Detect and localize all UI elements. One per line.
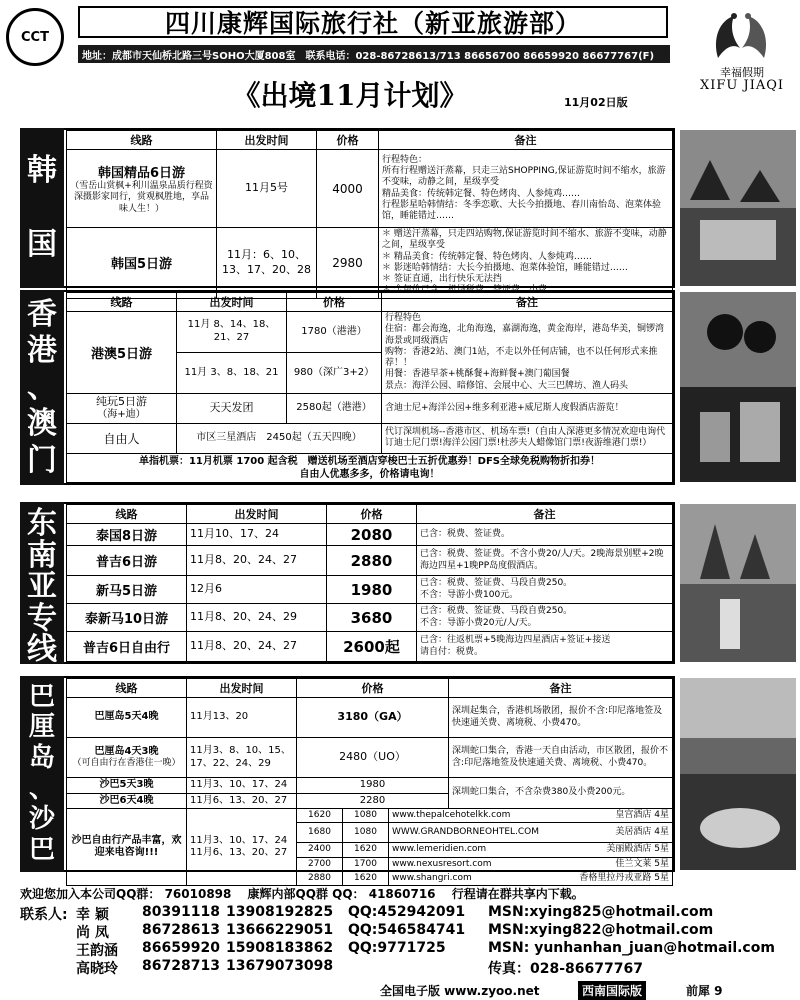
hk-extra-line1: 单指机票：11月机票 1700 起含税 赠送机场至酒店穿梭巴士五折优惠券！DFS全球免税购物折扣券！ xyxy=(138,455,601,467)
table-row: 普吉6日游 11月8、20、24、27 2880 已含：税费、签证费。不含小费20/人/天。2晚海景别墅+2晚海边四星+1晚PP岛度假酒店。 xyxy=(67,546,673,576)
hk-extra-line2: 自由人优惠多多，价格请电询！ xyxy=(299,468,440,480)
brand-en: XIFU JIAQI xyxy=(699,78,785,93)
korea-sidebar: 韩 国 xyxy=(20,128,64,288)
bali-photo xyxy=(680,678,796,870)
plan-title: 《出境11月计划》 xyxy=(232,79,468,112)
footer-page: 前犀 9 xyxy=(686,984,723,998)
price: 4000 xyxy=(317,150,379,228)
route-name: 韩国精品6日游 xyxy=(97,166,186,182)
route-name: 自由人 xyxy=(67,423,177,453)
depart-date: 天天发团 xyxy=(177,393,287,423)
cct-logo: CCT xyxy=(6,8,64,66)
route-name: 韩国5日游 xyxy=(67,228,217,299)
sabah-free-route: 沙巴自由行产品丰富，欢迎来电咨询!!! xyxy=(67,809,187,886)
hk-photo xyxy=(680,292,796,482)
price: 2580起（港港） xyxy=(287,393,382,423)
hotel-row: 沙巴自由行产品丰富，欢迎来电咨询!!! 11月3、10、17、24 11月6、13、20、27 1620 1080 www.thepalcehotelkk.com 皇宫酒店 4星 xyxy=(67,809,673,823)
sabah-note: 深圳蛇口集合，不含杂费380及小费200元。 xyxy=(449,778,673,809)
sea-photo xyxy=(680,504,796,662)
hotel-row: 2400 1620 www.lemeridien.com 美丽殿酒店 5星 xyxy=(67,843,673,857)
price: 1780（港港） xyxy=(287,312,382,353)
agency-address: 地址：成都市天仙桥北路三号SOHO大厦808室 联系电话：028-86728613/713 86656700 86659920 86677767(F) xyxy=(78,45,670,63)
route-sub: （海+迪） xyxy=(97,409,146,421)
hk-sidebar: 香 港 、 澳 门 xyxy=(20,290,64,485)
contact-row: 联系人: 幸 颖 80391118 13908192825 QQ:452942091 MSN:xying825@hotmail.com xyxy=(20,904,714,923)
date-price: 市区三星酒店 2450起（五天四晚） xyxy=(177,423,382,453)
table-row xyxy=(67,312,673,353)
footer-site: 全国电子版 www.zyoo.net xyxy=(380,984,540,998)
table-row xyxy=(67,228,673,299)
depart-date: 11月 8、14、18、21、27 xyxy=(177,312,287,353)
footer-badge: 西南国际版 xyxy=(578,981,646,1000)
contacts xyxy=(20,904,800,976)
route-sub: （雪岳山赏枫+利川温泉品质行程资深摄影家同行，赏观枫胜地，享品味人生！） xyxy=(70,181,213,214)
bali-sabah-section: 巴 厘 岛 、 沙 巴 线路 出发时间 价格 备注 巴厘岛5天4晚 11月13、20 3180（GA） 深圳起集合，香港机场散团，报价不含:印尼落地签及快速通关费、离境税、小费470。 巴厘岛4天3晚 （可自由行在香港住一晚） 11月3、8、10、15、17、22、24、29 2480（UO） 深圳蛇口集合，香港一天自由活动，市区散团，报价不含:印尼落地签及快速通关费、离境税、小费470。 沙巴5天3晚 11月3、10、17、24 1980 深圳蛇口集合，不含杂费380及小费200元。 沙巴6天4晚 11月6、13、20、27 2280 沙巴自由行产品丰富，欢迎来电咨询!!! 11月3、10、17、24 11月6、13、20、27 1620 1080 www.thepalcehotelkk.com 皇宫酒店 4星 1680 1080 WWW.GRANDBORNEOHTEL.COM 美居酒店 4星 2400 1620 www.lemeridien.com 美丽殿酒店 5星 2700 1700 www.nexusresort.com 佳兰文莱 5星 2880 1620 www.shangri.com 香格里拉丹戎亚路 5星 xyxy=(20,676,675,872)
table-row xyxy=(67,150,673,228)
table-row xyxy=(67,453,673,482)
table-row: 泰新马10日游 11月8、20、24、29 3680 已含：税费、签证费、马段自费250。 不含：导游小费20元/人/天。 xyxy=(67,604,673,632)
contact-row: 尚 凤 86728613 13666229051 QQ:546584741 MSN:xying822@hotmail.com xyxy=(76,922,714,941)
price: 2980 xyxy=(317,228,379,299)
hotel-row: 2700 1700 www.nexusresort.com 佳兰文莱 5星 xyxy=(67,857,673,871)
hotel-row: 1680 1080 WWW.GRANDBORNEOHTEL.COM 美居酒店 4星 xyxy=(67,823,673,843)
southeast-asia-section: 东 南 亚 专 线 线路 出发时间 价格 备注 泰国8日游 11月10、17、24 2080 已含：税费、签证费。 普吉6日游 11月8、20、24、27 2880 已含：税费、签证费。不含小费20/人/天。2晚海景别墅+2晚海边四星+1晚PP岛度假酒店。 新马5日游 12月6 1980 已含：税费、签证费、马段自费250。 不含：导游小费100元。 泰新马10日游 11月8、20、24、29 3680 已含：税费、签证费、马段自费250。 不含：导游小费20元/人/天。 普吉6日自由行 11月8、20、24、27 2600起 已含：往返机票+5晚海边四星酒店+签证+接送 请自付：税费。 xyxy=(20,502,675,664)
col-note: 备注 xyxy=(379,131,673,150)
swan-icon xyxy=(710,8,772,66)
route-name: 纯玩5日游 xyxy=(96,394,147,408)
page-footer xyxy=(0,982,800,1000)
contact-row: 高晓玲 86728713 13679073098 传真：028-86677767 xyxy=(76,958,643,977)
qq-group-line: 欢迎您加入本公司QQ群： 76010898 康辉内部QQ群 QQ： 41860716 行程请在群共享内下载。 xyxy=(20,887,584,901)
note: 含迪士尼+海洋公园+维多利亚港+威尼斯人度假酒店游览！ xyxy=(382,393,673,423)
route-name: 港澳5日游 xyxy=(67,312,177,394)
table-row: 沙巴6天4晚 11月6、13、20、27 2280 xyxy=(67,793,673,809)
xifu-jiaqi-logo xyxy=(688,4,796,93)
depart-date: 11月：6、10、13、17、20、28 xyxy=(217,228,317,299)
brand-cn: 幸福假期 xyxy=(720,66,764,79)
col-price: 价格 xyxy=(317,131,379,150)
note: ＊ 赠送汗蒸幕，只走四站购物,保证游览时间不缩水、旅游不变味，动静之间，星级享受 ＊ 精品美食：传统韩定餐、特色烤肉、人参炖鸡…… ＊ 影迷哈韩情结：大长今拍摄地、泡菜体验馆，睡能错过…… ＊ 签证直通，出行快乐无法挡 ＊ 全包价已含：机场税费、签证费、小费。 xyxy=(379,228,673,299)
table-row: 沙巴5天3晚 11月3、10、17、24 1980 深圳蛇口集合，不含杂费380及小费200元。 xyxy=(67,778,673,794)
hongkong-macau-section: 香 港 、 澳 门 线路 出发时间 价格 备注 港澳5日游 11月 8、14、18、21、27 1780（港港） 行程特色 住宿：都会海逸，北角海逸，嘉湖海逸，黄金海岸，港岛华美，铜锣湾海景或同级酒店 购物：香港2站、澳门1站，不走以外任何店铺，也不以任何形式来推荐！！ 用餐：香港早茶+桃酥餐+海鲜餐+澳门葡国餐 景点：海洋公园、暗修馆、会展中心、大三巴牌坊、渔人码头 11月 3、8、18、21 980（深广3+2） 纯玩5日游 （海+迪） 天天发团 2580起（港港） 含迪士尼+海洋公园+维多利亚港+威尼斯人度假酒店游览！ 自由人 市区三星酒店 2450起（五天四晚） 代订深圳机场--香港市区、机场车票!（自由人深港更多情况欢迎电询代订迪士尼门票!海洋公园门票!杜莎夫人蜡像馆门票!夜游维港门票!） 单指机票：11月机票 1700 起含税 赠送机场至酒店穿梭巴士五折优惠券！DFS全球免税购物折扣券！ 自由人优惠多多，价格请电询！ xyxy=(20,290,675,485)
table-row: 新马5日游 12月6 1980 已含：税费、签证费、马段自费250。 不含：导游小费100元。 xyxy=(67,576,673,604)
agency-name: 四川康辉国际旅行社（新亚旅游部） xyxy=(78,6,668,38)
korea-section xyxy=(20,128,675,296)
note: 行程特色： 所有行程赠送汗蒸幕，只走三站SHOPPING,保证游览时间不缩水，旅游不变味，动静之间，星级享受 精品美食：传统韩定餐、特色烤肉、人参炖鸡…… 行程影星哈韩情结：冬季恋歌、大长今拍摄地、春川南怡岛、泡菜体验馆，睡能错过…… xyxy=(379,150,673,228)
table-row: 泰国8日游 11月10、17、24 2080 已含：税费、签证费。 xyxy=(67,524,673,546)
col-date: 出发时间 xyxy=(217,131,317,150)
korea-photo xyxy=(680,130,796,286)
table-row xyxy=(67,423,673,453)
page-header xyxy=(0,0,800,112)
sea-sidebar: 东 南 亚 专 线 xyxy=(20,502,64,664)
price: 980（深广3+2） xyxy=(287,352,382,393)
table-row xyxy=(67,393,673,423)
table-row: 巴厘岛5天4晚 11月13、20 3180（GA） 深圳起集合，香港机场散团，报价不含:印尼落地签及快速通关费、离境税、小费470。 xyxy=(67,698,673,738)
hotel-row: 2880 1620 www.shangri.com 香格里拉丹戎亚路 5星 xyxy=(67,871,673,885)
depart-date: 11月 3、8、18、21 xyxy=(177,352,287,393)
table-row: 巴厘岛4天3晚 （可自由行在香港住一晚） 11月3、8、10、15、17、22、24、29 2480（UO） 深圳蛇口集合，香港一天自由活动，市区散团，报价不含:印尼落地签及快速通关费、离境税、小费470。 xyxy=(67,738,673,778)
edition-date: 11月02日版 xyxy=(564,96,628,109)
col-route: 线路 xyxy=(67,131,217,150)
bali-sidebar: 巴 厘 岛 、 沙 巴 xyxy=(20,676,64,872)
table-row: 普吉6日自由行 11月8、20、24、27 2600起 已含：往返机票+5晚海边四星酒店+签证+接送 请自付：税费。 xyxy=(67,632,673,662)
note: 代订深圳机场--香港市区、机场车票!（自由人深港更多情况欢迎电询代订迪士尼门票!海洋公园门票!杜莎夫人蜡像馆门票!夜游维港门票!） xyxy=(382,423,673,453)
depart-date: 11月5号 xyxy=(217,150,317,228)
contact-row: 王韵涵 86659920 15908183862 QQ:9771725 MSN: yunhanhan_juan@hotmail.com xyxy=(76,940,775,959)
note: 行程特色 住宿：都会海逸，北角海逸，嘉湖海逸，黄金海岸，港岛华美，铜锣湾海景或同级酒店 购物：香港2站、澳门1站，不走以外任何店铺，也不以任何形式来推荐！！ 用餐：香港早茶+桃酥餐+海鲜餐+澳门葡国餐 景点：海洋公园、暗修馆、会展中心、大三巴牌坊、渔人码头 xyxy=(382,312,673,394)
